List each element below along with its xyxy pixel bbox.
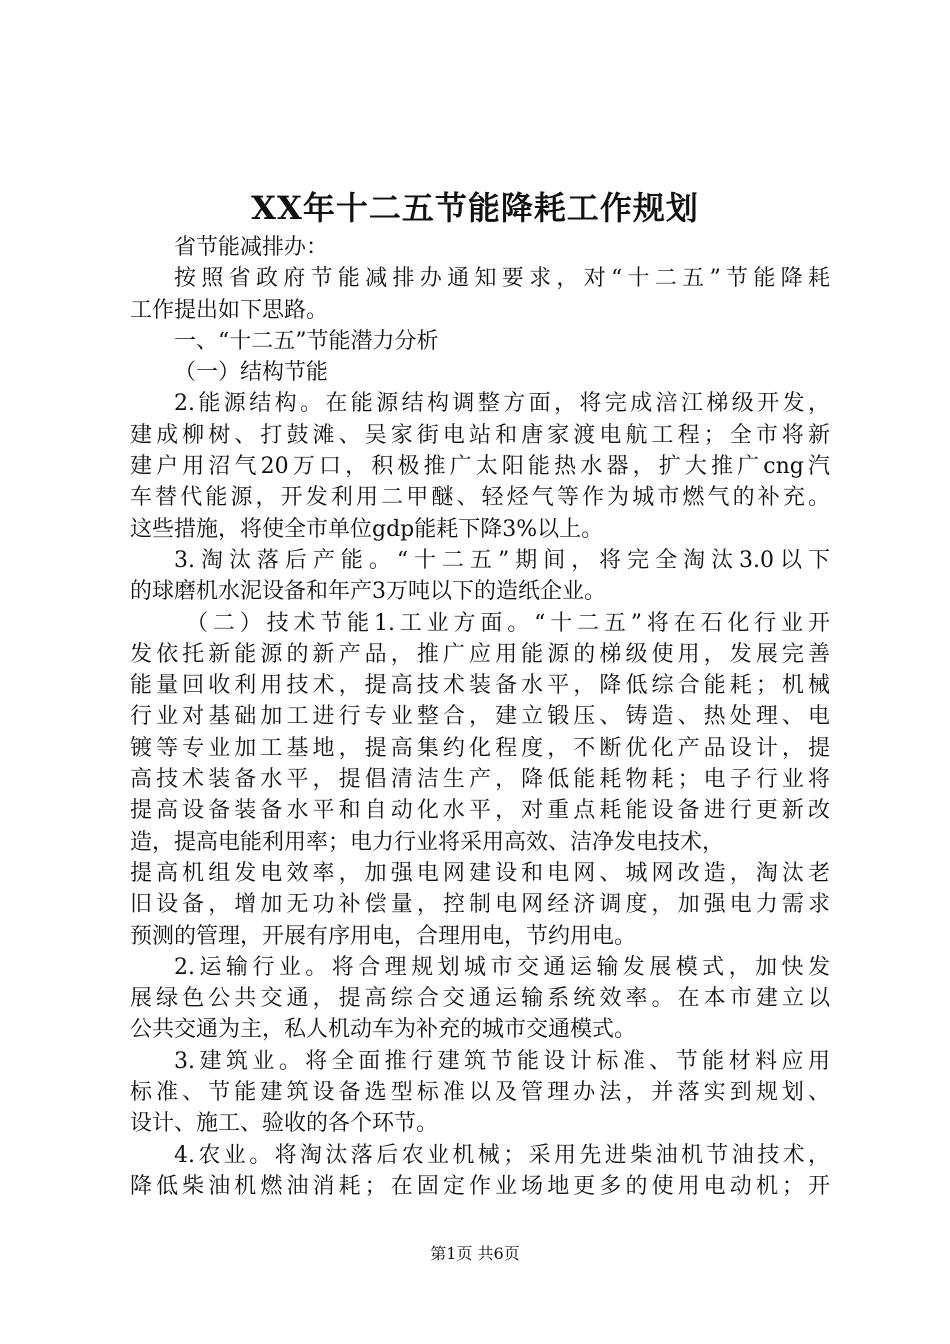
document-title: XX年十二五节能降耗工作规划 [251, 189, 699, 227]
paragraph-line: 2.运输行业。将合理规划城市交通运输发展模式，加快发 [174, 954, 830, 980]
paragraph-line: 设计、施工、验收的各个环节。 [130, 1111, 439, 1137]
paragraph-line: 2.能源结构。在能源结构调整方面，将完成涪江梯级开发， [174, 391, 830, 417]
paragraph-line: 工作提出如下思路。 [130, 297, 329, 323]
paragraph-line: 高技术装备水平，提倡清洁生产，降低能耗物耗；电子行业将 [130, 767, 830, 793]
paragraph-line: 预测的管理，开展有序用电，合理用电，节约用电。 [130, 923, 637, 949]
paragraph-line: 4.农业。将淘汰落后农业机械；采用先进柴油机节油技术， [174, 1142, 830, 1168]
paragraph-line: 展绿色公共交通，提高综合交通运输系统效率。在本市建立以 [130, 986, 830, 1012]
paragraph-line: 这些措施，将使全市单位gdp能耗下降3%以上。 [130, 516, 604, 542]
paragraph-line: 建成柳树、打鼓滩、吴家街电站和唐家渡电航工程；全市将新 [130, 422, 830, 448]
paragraph-line: 能量回收利用技术，提高技术装备水平，降低综合能耗；机械 [130, 673, 830, 699]
paragraph-line: 提高设备装备水平和自动化水平，对重点耗能设备进行更新改 [130, 798, 830, 824]
paragraph-line: 3.淘汰落后产能。“十二五”期间，将完全淘汰3.0以下 [174, 547, 830, 573]
paragraph-line: 行业对基础加工进行专业整合，建立锻压、铸造、热处理、电 [130, 704, 830, 730]
page-number-footer: 第1页 共6页 [430, 1244, 520, 1263]
paragraph-line: 旧设备，增加无功补偿量，控制电网经济调度，加强电力需求 [130, 892, 830, 918]
subsection-heading: （一）结构节能 [174, 360, 329, 386]
paragraph-line: （二）技术节能1.工业方面。“十二五”将在石化行业开 [186, 610, 830, 636]
document-body [130, 232, 830, 1202]
paragraph-line: 提高机组发电效率，加强电网建设和电网、城网改造，淘汰老 [130, 860, 830, 886]
paragraph-line: 标准、节能建筑设备选型标准以及管理办法，并落实到规划、 [130, 1080, 830, 1106]
paragraph-line: 车替代能源，开发利用二甲醚、轻烃气等作为城市燃气的补充。 [130, 485, 830, 511]
paragraph-line: 造，提高电能利用率；电力行业将采用高效、洁净发电技术， [130, 829, 725, 855]
section-heading: 一、“十二五”节能潜力分析 [174, 328, 439, 354]
paragraph-line: 镀等专业加工基地，提高集约化程度，不断优化产品设计，提 [130, 735, 830, 761]
paragraph-line: 3.建筑业。将全面推行建筑节能设计标准、节能材料应用 [174, 1048, 830, 1074]
paragraph-line: 的球磨机水泥设备和年产3万吨以下的造纸企业。 [130, 579, 606, 605]
paragraph-line: 公共交通为主，私人机动车为补充的城市交通模式。 [130, 1017, 637, 1043]
paragraph-line: 发依托新能源的新产品，推广应用能源的梯级使用，发展完善 [130, 641, 830, 667]
paragraph-line: 建户用沼气20万口，积极推广太阳能热水器，扩大推广cng汽 [130, 454, 830, 480]
paragraph-line: 按照省政府节能减排办通知要求，对“十二五”节能降耗 [174, 266, 830, 292]
paragraph-line: 降低柴油机燃油消耗；在固定作业场地更多的使用电动机；开 [130, 1173, 830, 1199]
salutation-line: 省节能减排办： [174, 235, 329, 260]
